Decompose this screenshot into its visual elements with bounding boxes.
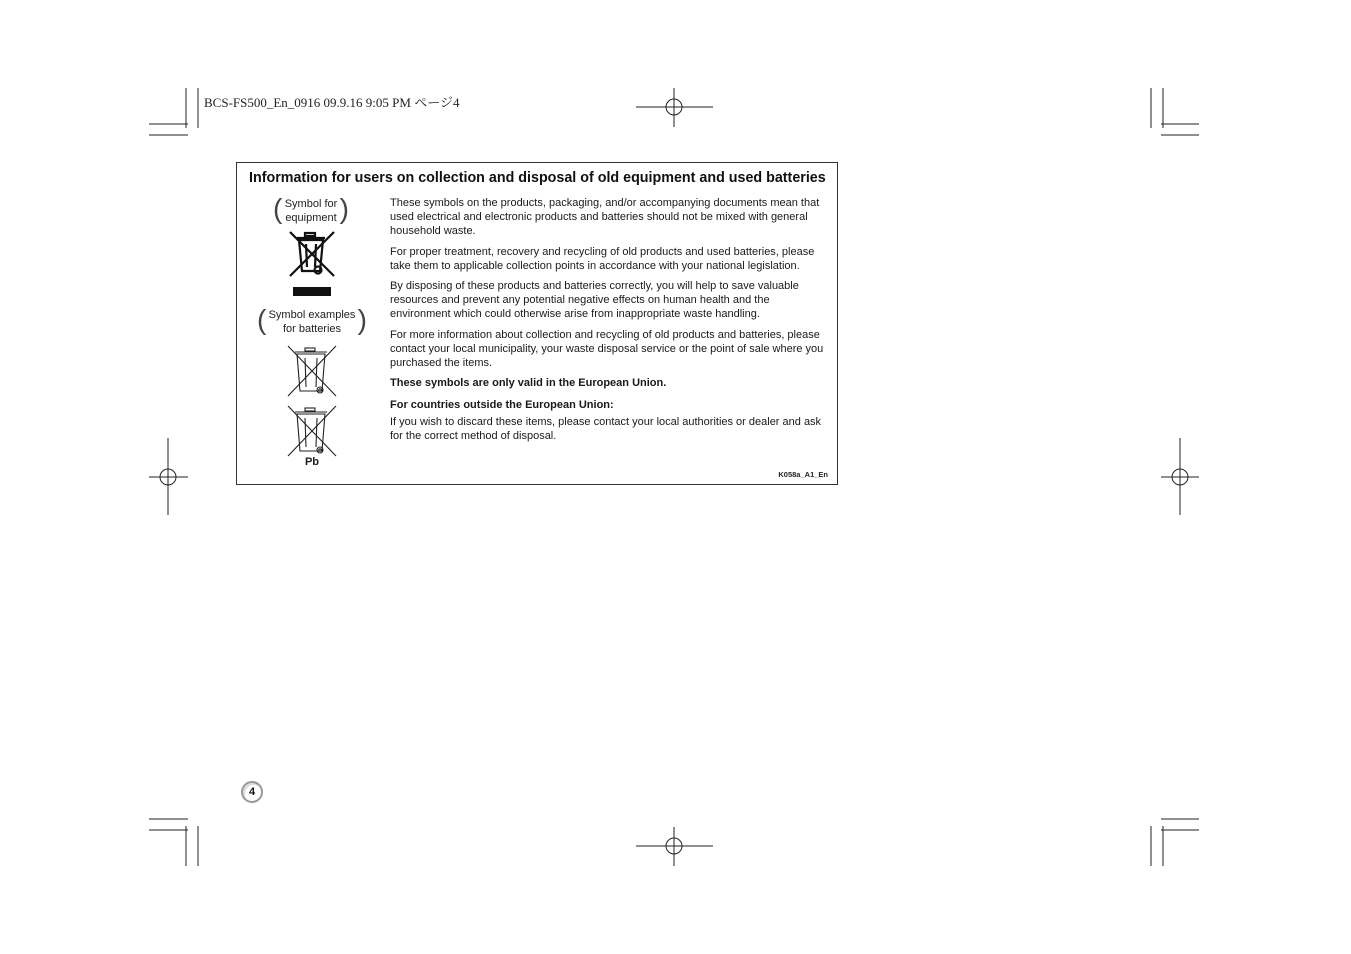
eu-validity-note: These symbols are only valid in the European Union.: [390, 377, 667, 389]
page-number: 4: [241, 781, 263, 803]
crossed-out-wheelie-bin-icon: [287, 345, 337, 397]
symbol-batteries-label: ( Symbol examples for batteries ): [257, 304, 367, 335]
crossed-out-wheelie-bin-icon: [287, 405, 337, 457]
symbol-batteries-label-line1: Symbol examples: [268, 309, 356, 321]
outside-eu-heading: For countries outside the European Union:: [390, 399, 614, 411]
symbol-equipment-label: ( Symbol for equipment ): [273, 193, 349, 224]
crossed-out-wheelie-bin-icon: [287, 229, 337, 297]
paragraph: For more information about collection and recycling of old products and batteries, please contact your local municipality, your waste disposal service or the point of sale where you purchased the items.: [390, 328, 824, 369]
print-slug: BCS-FS500_En_0916 09.9.16 9:05 PM ページ4: [204, 95, 460, 110]
paragraph: By disposing of these products and batteries correctly, you will help to save valuable resources and prevent any potential negative effects on human health and the environment which could otherwise arise from inappropriate waste handling.: [390, 280, 799, 320]
section-title: Information for users on collection and disposal of old equipment and used batteries: [249, 170, 826, 186]
paragraph: These symbols on the products, packaging, and/or accompanying documents mean that used electrical and electronic products and batteries should not be mixed with general household waste.: [390, 197, 820, 237]
symbol-equipment-label-line2: equipment: [285, 212, 337, 224]
battery-chemical-symbol: Pb: [304, 456, 320, 468]
symbol-equipment-label-line1: Symbol for: [284, 198, 338, 210]
document-code: K058a_A1_En: [778, 470, 828, 479]
symbol-batteries-label-line2: for batteries: [282, 323, 342, 335]
outside-eu-text: If you wish to discard these items, please contact your local authorities or dealer and ask for the correct method of disposal.: [390, 416, 822, 442]
disposal-text-column: [390, 196, 830, 450]
paragraph: For proper treatment, recovery and recycling of old products and used batteries, please take them to applicable collection points in accordance with your national legislation.: [390, 245, 815, 272]
disposal-info-box: [236, 162, 838, 485]
